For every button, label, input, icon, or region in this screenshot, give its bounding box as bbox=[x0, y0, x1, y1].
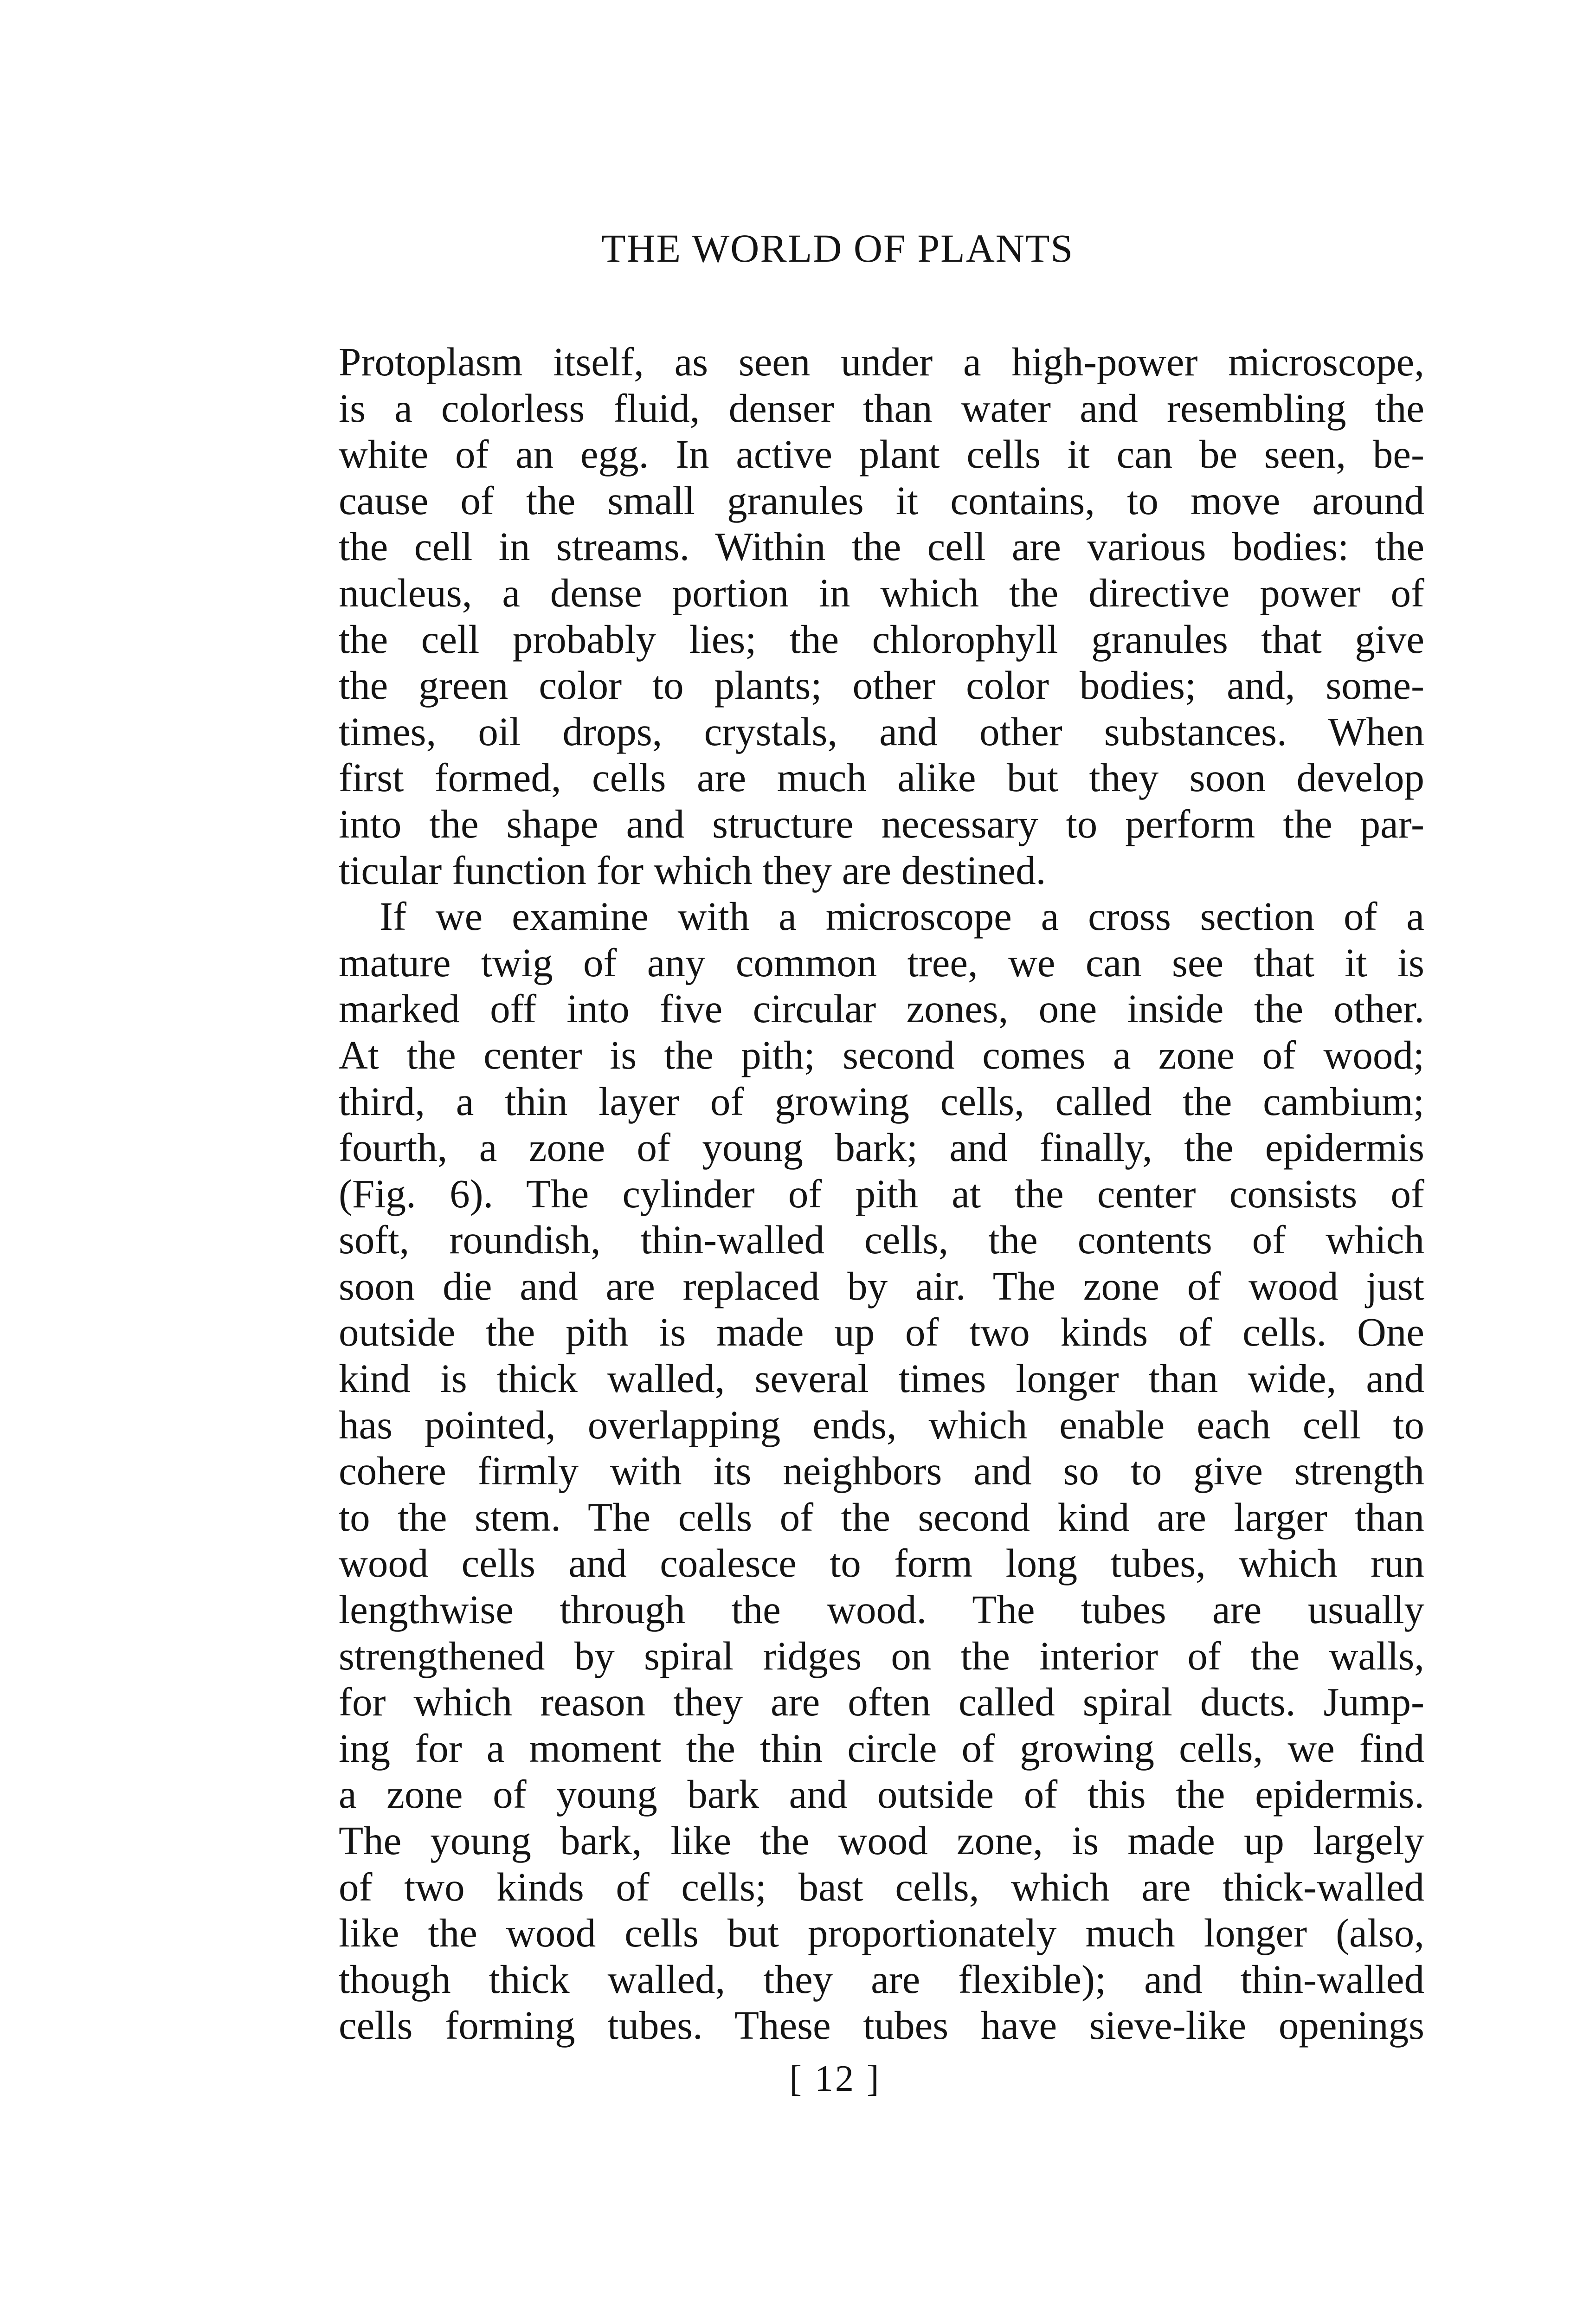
text-line: soon die and are replaced by air. The zone of wood just bbox=[339, 1263, 1424, 1308]
text-line: strengthened by spiral ridges on the interior of the walls, bbox=[339, 1633, 1424, 1678]
text-line: ticular function for which they are destined. bbox=[339, 847, 1046, 893]
text-line: a zone of young bark and outside of this the epidermis. bbox=[339, 1772, 1424, 1817]
running-title: THE WORLD OF PLANTS bbox=[601, 226, 1074, 271]
text-line: mature twig of any common tree, we can see that it is bbox=[339, 940, 1424, 985]
text-line: white of an egg. In active plant cells it can be seen, be- bbox=[339, 432, 1424, 477]
text-line: third, a thin layer of growing cells, called the cambium; bbox=[339, 1078, 1424, 1124]
text-line: is a colorless fluid, denser than water and resembling the bbox=[339, 385, 1424, 431]
text-line: has pointed, overlapping ends, which enable each cell to bbox=[339, 1402, 1424, 1447]
text-line: the green color to plants; other color bodies; and, some- bbox=[339, 663, 1424, 708]
text-line: the cell in streams. Within the cell are various bodies: the bbox=[339, 524, 1424, 569]
text-line: first formed, cells are much alike but they soon develop bbox=[339, 755, 1424, 800]
text-line: fourth, a zone of young bark; and finally, the epidermis bbox=[339, 1125, 1424, 1170]
text-line: marked off into five circular zones, one inside the other. bbox=[339, 986, 1424, 1031]
text-line: cause of the small granules it contains, to move around bbox=[339, 477, 1424, 523]
text-line: lengthwise through the wood. The tubes are usually bbox=[339, 1587, 1424, 1632]
text-line: (Fig. 6). The cylinder of pith at the center consists of bbox=[339, 1171, 1424, 1216]
text-line: soft, roundish, thin-walled cells, the contents of which bbox=[339, 1217, 1424, 1263]
text-line: The young bark, like the wood zone, is made up largely bbox=[339, 1818, 1424, 1863]
text-line: times, oil drops, crystals, and other substances. When bbox=[339, 709, 1424, 754]
text-line: to the stem. The cells of the second kind are larger than bbox=[339, 1494, 1424, 1540]
text-line: At the center is the pith; second comes a zone of wood; bbox=[339, 1032, 1424, 1077]
text-line: cells forming tubes. These tubes have sieve-like openings bbox=[339, 2003, 1424, 2048]
text-line: for which reason they are often called spiral ducts. Jump- bbox=[339, 1679, 1424, 1725]
body-text bbox=[339, 339, 1424, 2049]
text-line: like the wood cells but proportionately much longer (also, bbox=[339, 1910, 1424, 1956]
text-line: cohere firmly with its neighbors and so to give strength bbox=[339, 1448, 1424, 1494]
text-line: outside the pith is made up of two kinds of cells. One bbox=[339, 1309, 1424, 1355]
text-line: nucleus, a dense portion in which the directive power of bbox=[339, 570, 1424, 615]
text-line: into the shape and structure necessary to perform the par- bbox=[339, 801, 1424, 846]
text-line: though thick walled, they are flexible); and thin-walled bbox=[339, 1956, 1424, 2002]
text-line: kind is thick walled, several times longer than wide, and bbox=[339, 1356, 1424, 1401]
text-line: Protoplasm itself, as seen under a high-power microscope, bbox=[339, 339, 1424, 384]
text-line: the cell probably lies; the chlorophyll granules that give bbox=[339, 616, 1424, 662]
text-line: ing for a moment the thin circle of growing cells, we find bbox=[339, 1725, 1424, 1771]
text-line: If we examine with a microscope a cross section of a bbox=[380, 894, 1424, 939]
text-line: of two kinds of cells; bast cells, which are thick-walled bbox=[339, 1864, 1424, 1909]
text-line: wood cells and coalesce to form long tubes, which run bbox=[339, 1540, 1424, 1586]
page-number: [ 12 ] bbox=[789, 2058, 881, 2099]
